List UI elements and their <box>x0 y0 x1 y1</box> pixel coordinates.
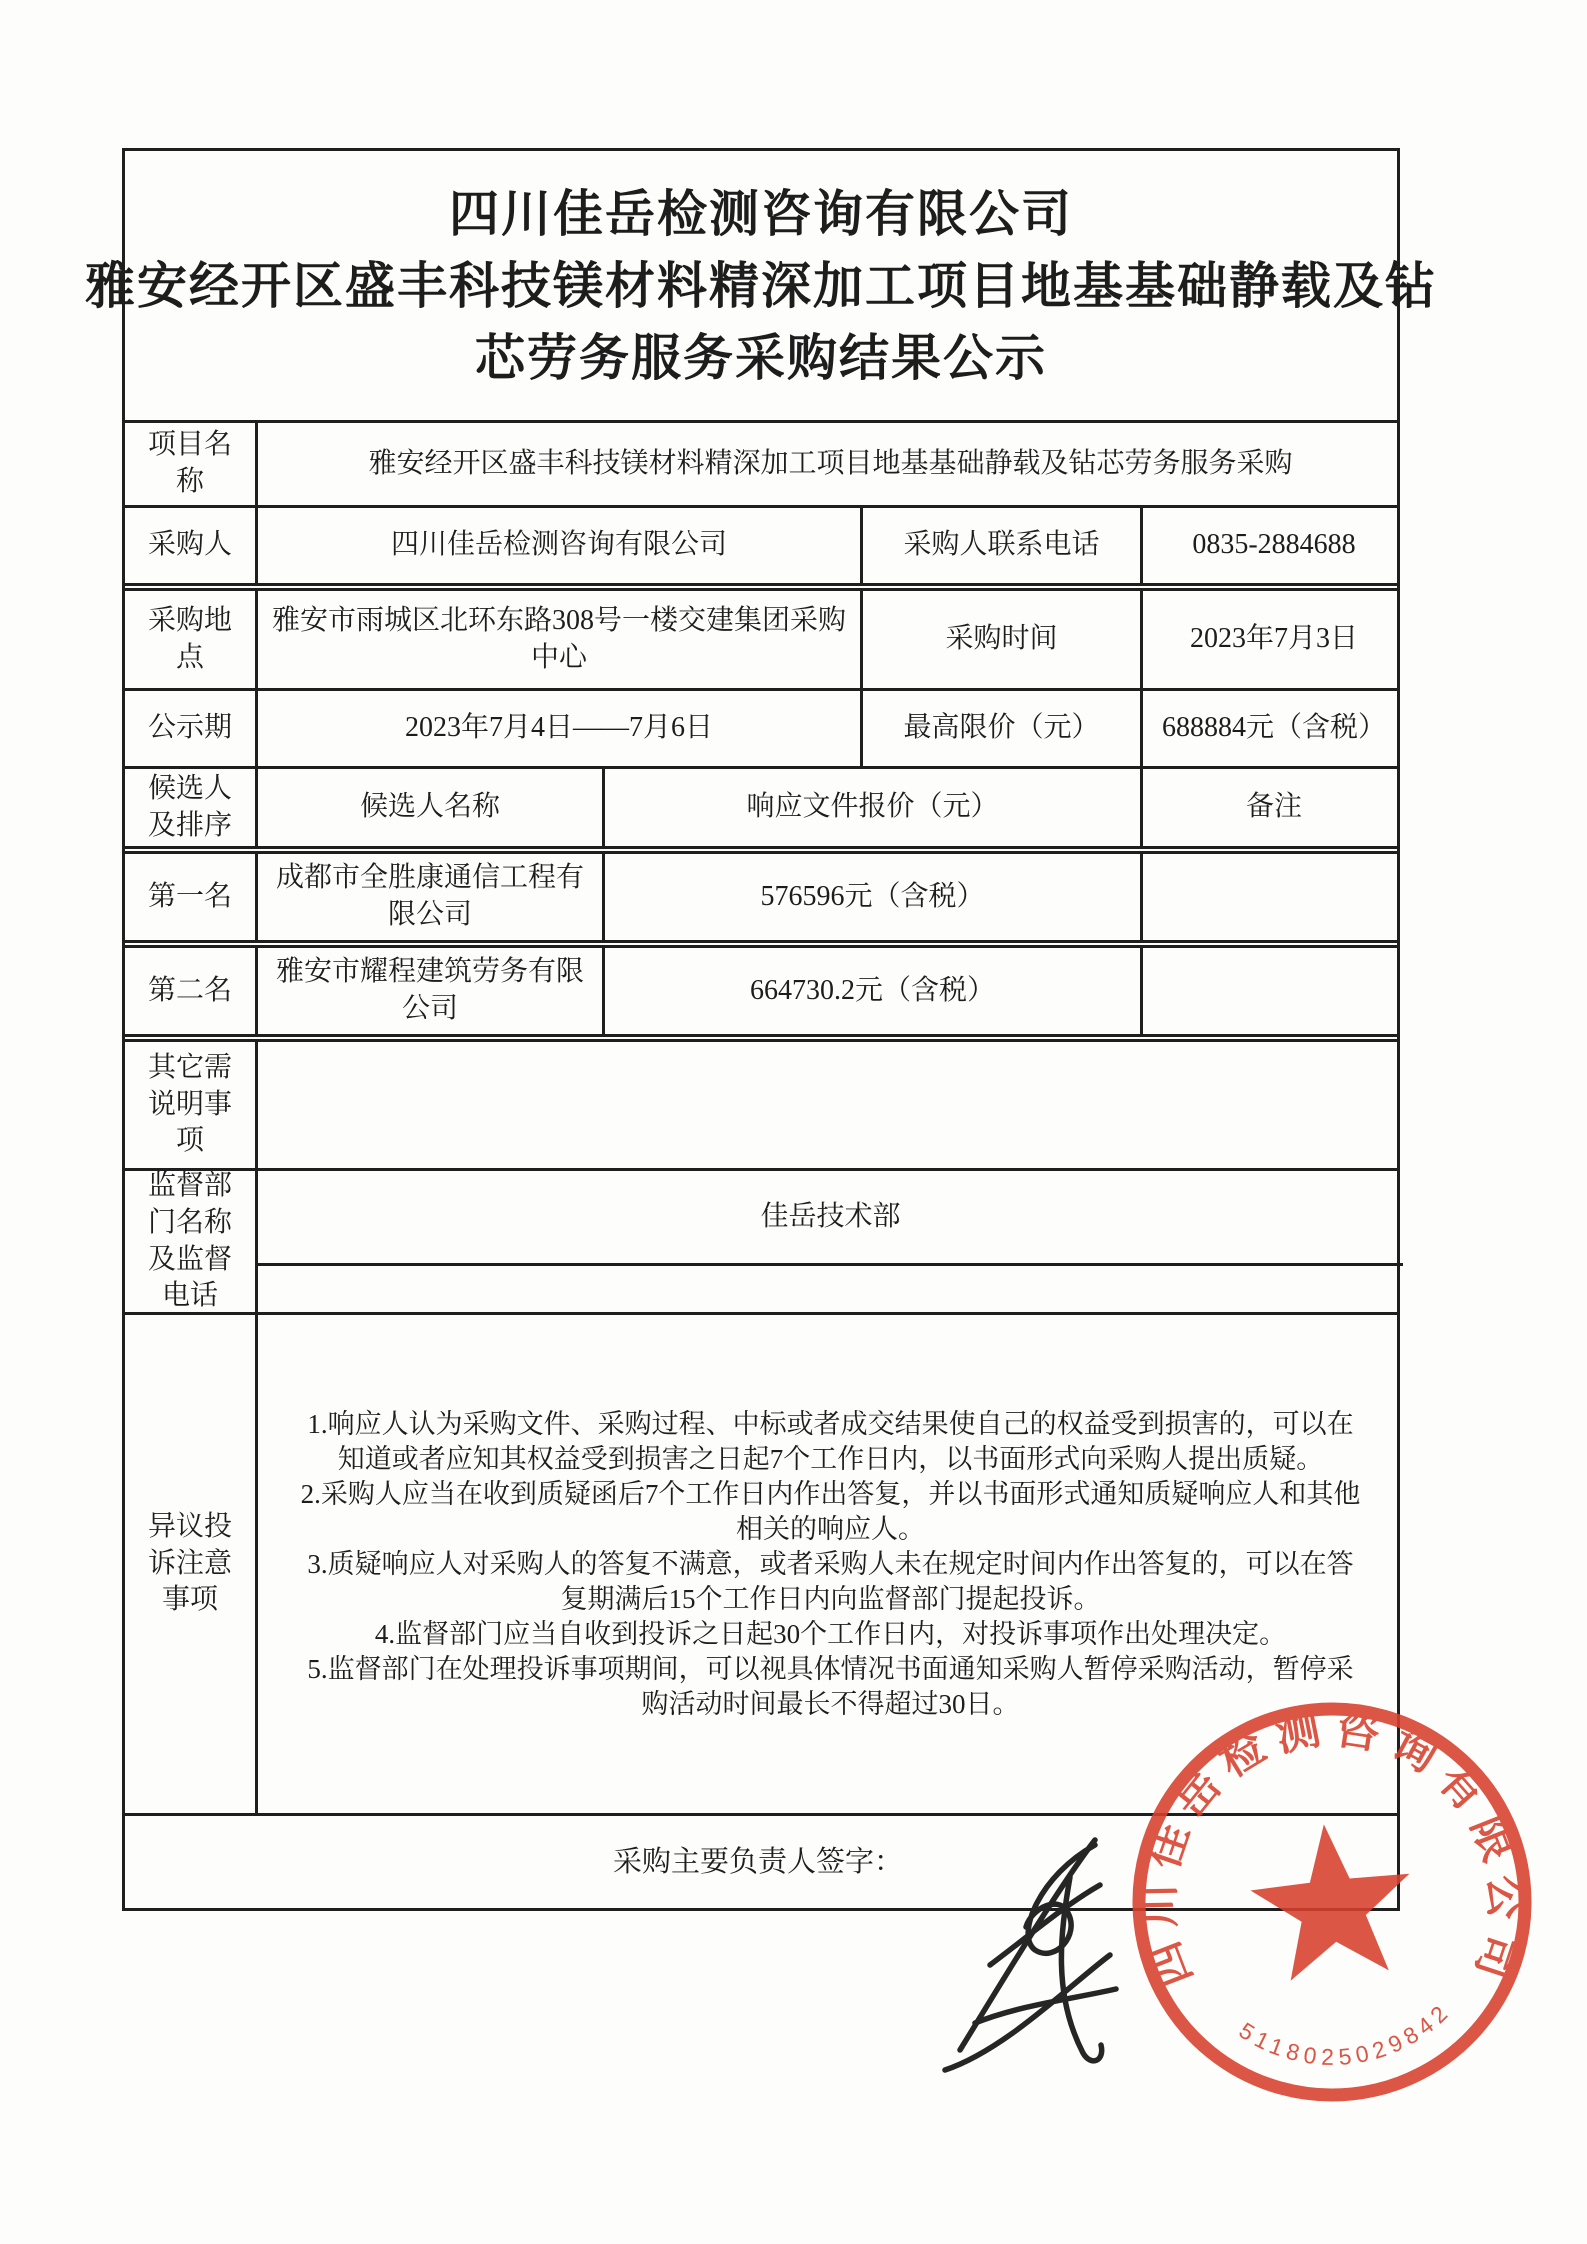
row-candidates-header <box>125 766 1397 846</box>
buyer-phone-value: 0835-2884688 <box>1140 508 1405 583</box>
seal-star-icon <box>1244 1816 1419 1984</box>
dispute-line: 复期满后15个工作日内向监督部门提起投诉。 <box>560 1583 1101 1614</box>
seal-company-name: 四川佳岳检测咨询有限公司 <box>1134 1703 1531 1994</box>
purchase-time-value: 2023年7月3日 <box>1140 591 1405 688</box>
dispute-line: 知道或者应知其权益受到损害之日起7个工作日内，以书面形式向采购人提出质疑。 <box>337 1443 1324 1474</box>
other-notes-label: 其它需说明事项 <box>147 1051 232 1157</box>
title-line-3: 芯劳务服务采购结果公示 <box>475 329 1047 386</box>
seal-registration-number: 5118025029842 <box>1234 1997 1456 2071</box>
dispute-line: 3.质疑响应人对采购人的答复不满意，或者采购人未在规定时间内作出答复的，可以在答 <box>307 1548 1354 1579</box>
location-value: 雅安市雨城区北环东路308号一楼交建集团采购中心 <box>255 591 860 688</box>
purchase-time-label: 采购时间 <box>860 591 1140 688</box>
table-row-candidate-2 <box>125 940 1397 1034</box>
candidate-remark-header: 备注 <box>1140 769 1405 846</box>
supervision-phone-value <box>258 1263 1403 1312</box>
other-notes-value <box>255 1042 1403 1168</box>
supervision-values <box>255 1171 1403 1312</box>
candidate-1-remark <box>1140 854 1405 940</box>
candidate-2-remark <box>1140 948 1405 1034</box>
company-seal-stamp <box>1097 1667 1567 2137</box>
period-label: 公示期 <box>147 712 232 744</box>
price-cap-value: 688884元（含税） <box>1140 691 1405 766</box>
handwritten-signature <box>920 1815 1130 2085</box>
dispute-line: 相关的响应人。 <box>736 1513 925 1544</box>
signature-caption: 采购主要负责人签字： <box>613 1845 904 1878</box>
supervision-dept-value: 佳岳技术部 <box>760 1200 901 1232</box>
candidate-price-header: 响应文件报价（元） <box>602 769 1140 846</box>
candidate-2-name: 雅安市耀程建筑劳务有限公司 <box>255 948 602 1034</box>
candidate-1-price: 576596元（含税） <box>602 854 1140 940</box>
location-label: 采购地点 <box>147 604 232 673</box>
row-other-notes <box>125 1034 1397 1168</box>
candidate-1-name: 成都市全胜康通信工程有限公司 <box>255 854 602 940</box>
supervision-label: 监督部门名称及监督电话 <box>147 1169 232 1312</box>
dispute-line: 2.采购人应当在收到质疑函后7个工作日内作出答复，并以书面形式通知质疑响应人和其他 <box>300 1478 1361 1509</box>
period-value: 2023年7月4日——7月6日 <box>255 691 860 766</box>
dispute-notice-label: 异议投诉注意事项 <box>147 1510 232 1616</box>
title-line-1: 四川佳岳检测咨询有限公司 <box>449 185 1073 242</box>
price-cap-label: 最高限价（元） <box>860 691 1140 766</box>
candidate-name-header: 候选人名称 <box>255 769 602 846</box>
row-project-name <box>125 420 1397 505</box>
table-row-candidate-1 <box>125 846 1397 940</box>
project-name-value: 雅安经开区盛丰科技镁材料精深加工项目地基基础静载及钻芯劳务服务采购 <box>255 423 1403 505</box>
announcement-table <box>85 148 1437 1911</box>
row-buyer <box>125 505 1397 583</box>
dispute-line: 购活动时间最长不得超过30日。 <box>641 1688 1020 1719</box>
candidate-1-rank: 第一名 <box>147 880 232 912</box>
dispute-line: 1.响应人认为采购文件、采购过程、中标或者成交结果使自己的权益受到损害的，可以在 <box>307 1408 1354 1439</box>
dispute-line: 5.监督部门在处理投诉事项期间，可以视具体情况书面通知采购人暂停采购活动，暂停采 <box>307 1653 1354 1684</box>
row-location <box>125 583 1397 688</box>
project-name-label: 项目名称 <box>147 429 232 497</box>
document-title <box>85 151 1437 420</box>
candidate-2-price: 664730.2元（含税） <box>602 948 1140 1034</box>
buyer-value: 四川佳岳检测咨询有限公司 <box>255 508 860 583</box>
dispute-line: 4.监督部门应当自收到投诉之日起30个工作日内，对投诉事项作出处理决定。 <box>374 1618 1287 1649</box>
row-period <box>125 688 1397 766</box>
buyer-label: 采购人 <box>147 529 232 561</box>
row-supervision <box>125 1168 1397 1312</box>
buyer-phone-label: 采购人联系电话 <box>860 508 1140 583</box>
candidate-2-rank: 第二名 <box>147 974 232 1006</box>
candidates-header-label: 候选人及排序 <box>147 772 232 841</box>
title-line-2: 雅安经开区盛丰科技镁材料精深加工项目地基基础静载及钻 <box>85 257 1437 314</box>
